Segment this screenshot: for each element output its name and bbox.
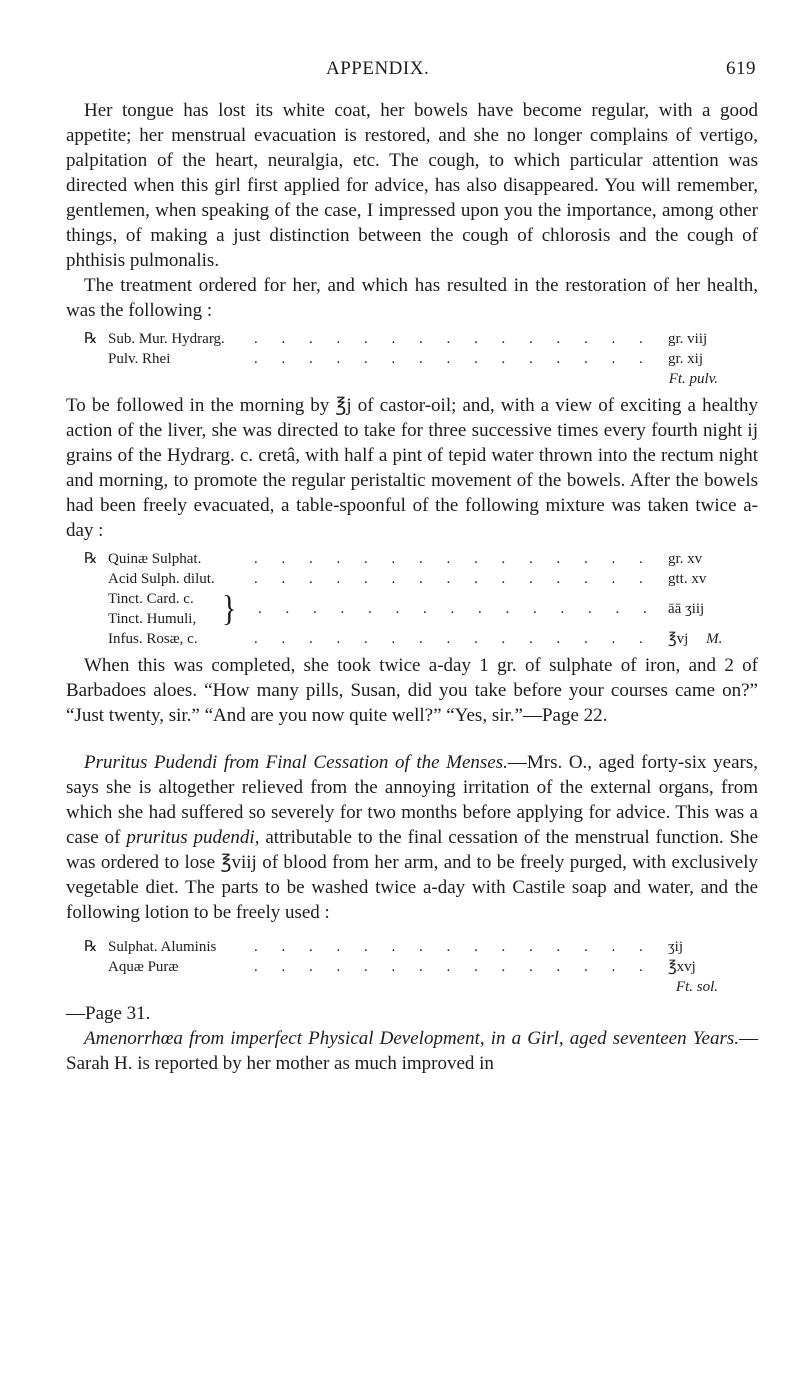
page-reference: —Page 31.: [66, 1003, 151, 1024]
rx2-quantity-1: gr. xv: [668, 551, 703, 567]
leader-dots: . . . . . . . . . . . . . . .: [258, 601, 657, 617]
rx1-ingredient-1: Sub. Mur. Hydrarg.: [108, 331, 225, 347]
rx3-quantity-1: ʒij: [668, 939, 683, 955]
rx2-quantity-2: gtt. xv: [668, 571, 707, 587]
rx1-quantity-1: gr. viij: [668, 331, 708, 347]
section-title-amenorrhoea: Amenorrhœa from imperfect Physical Development, in a Girl, aged seventeen Years.: [84, 1028, 739, 1049]
rx1-quantity-2: gr. xij: [668, 351, 704, 367]
rx2-combined-names: [108, 589, 218, 629]
section-amenorrhoea: [66, 1026, 758, 1076]
rx3-row-1: [66, 937, 758, 957]
leader-dots: . . . . . . . . . . . . . . .: [254, 959, 653, 975]
leader-dots: . . . . . . . . . . . . . . .: [254, 551, 653, 567]
leader-dots: . . . . . . . . . . . . . . .: [254, 571, 653, 587]
prescription-1: [66, 329, 758, 389]
page-body: [66, 98, 758, 1076]
rx2-ingredient-1: Quinæ Sulphat.: [108, 551, 202, 567]
section-amenorrhoea-text: —Sarah H. is reported by her mother as much improved in: [66, 1028, 758, 1074]
paragraph-3: To be followed in the morning by ℥j of castor-oil; and, with a view of exciting a healthy action of the liver, she was directed to take for three successive times every fourth night ij grains of the Hydrarg. c. cretâ, with half a pint of tepid water thrown into the rectum night and morning, to promote the regular peristaltic movement of the bowels. After the bowels had been freely evacuated, a table-spoonful of the following mixture was taken twice a-day :: [66, 395, 758, 541]
rx2-ingredient-5: Infus. Rosæ, c.: [108, 631, 198, 647]
prescription-2: [66, 549, 758, 649]
brace-icon: }: [222, 588, 237, 629]
rx3-row-2: [66, 957, 758, 977]
rx2-ingredient-3: Tinct. Card. c.: [108, 591, 194, 607]
section-pruritus: [66, 750, 758, 925]
rx3-ingredient-2: Aquæ Puræ: [108, 959, 179, 975]
section-title-pruritus: Pruritus Pudendi from Final Cessation of the Menses.: [84, 752, 508, 773]
leader-dots: . . . . . . . . . . . . . . .: [254, 939, 653, 955]
rx3-quantity-2: ℥xvj: [668, 959, 696, 975]
rx2-ingredient-2: Acid Sulph. dilut.: [108, 571, 215, 587]
section-pruritus-text-a: —Mrs. O., aged forty-six years, says she is altogether relieved from the annoying irritation of the external organs, from which she had suffered so severely for two months before applying for advice. This was a case of: [66, 752, 758, 848]
rx3-footer: Ft. sol.: [675, 979, 718, 995]
rx2-quantity-5: ℥vj: [668, 631, 689, 647]
rx2-ingredient-4: Tinct. Humuli,: [108, 611, 197, 627]
rx-symbol: ℞: [84, 551, 98, 567]
paragraph-2: The treatment ordered for her, and which has resulted in the restoration of her health, was the following :: [66, 275, 758, 321]
rx1-ingredient-2: Pulv. Rhei: [108, 351, 171, 367]
rx2-row-1: [66, 549, 758, 569]
rx1-row-2: [66, 349, 758, 369]
italic-term: pruritus pudendi,: [126, 827, 260, 848]
rx2-mark: M.: [706, 631, 723, 647]
rx-symbol: ℞: [84, 939, 98, 955]
section-pruritus-text-b: attributable to the final cessation of the menstrual function. She was ordered to lose ℥viij of blood from her arm, and to be freely purged, with exclusively vegetable diet. The parts to be washed twice a-day with Castile soap and water, and the following lotion to be freely used :: [66, 827, 758, 923]
rx2-row-2: [66, 569, 758, 589]
paragraph-4: When this was completed, she took twice a-day 1 gr. of sulphate of iron, and 2 of Barbadoes aloes. “How many pills, Susan, did you take before your courses came on?” “Just twenty, sir.” “And are you now quite well?” “Yes, sir.”—Page 22.: [66, 655, 758, 726]
rx2-combined-quantity: āā ʒiij: [668, 601, 705, 617]
header-title: APPENDIX.: [326, 58, 430, 79]
leader-dots: . . . . . . . . . . . . . . .: [254, 331, 653, 347]
rx3-ingredient-1: Sulphat. Aluminis: [108, 939, 217, 955]
rx1-footer: Ft. pulv.: [668, 371, 718, 387]
leader-dots: . . . . . . . . . . . . . . .: [254, 351, 653, 367]
leader-dots: . . . . . . . . . . . . . . .: [254, 631, 653, 647]
rx1-row-1: [66, 329, 758, 349]
page-number: 619: [726, 58, 756, 79]
paragraph-1: Her tongue has lost its white coat, her bowels have become regular, with a good appetite; her menstrual evacuation is restored, and she no longer complains of vertigo, palpitation of the heart, neuralgia, etc. The cough, to which particular attention was directed when this girl first applied for advice, has also disappeared. You will remember, gentlemen, when speaking of the case, I impressed upon you the importance, among other things, of making a just distinction between the cough of chlorosis and the cough of phthisis pulmonalis.: [66, 100, 758, 271]
running-header: [66, 48, 756, 88]
rx2-combined-row: [66, 589, 758, 629]
rx2-row-last: [66, 629, 758, 649]
rx-symbol: ℞: [84, 331, 98, 347]
prescription-3: [66, 937, 758, 997]
